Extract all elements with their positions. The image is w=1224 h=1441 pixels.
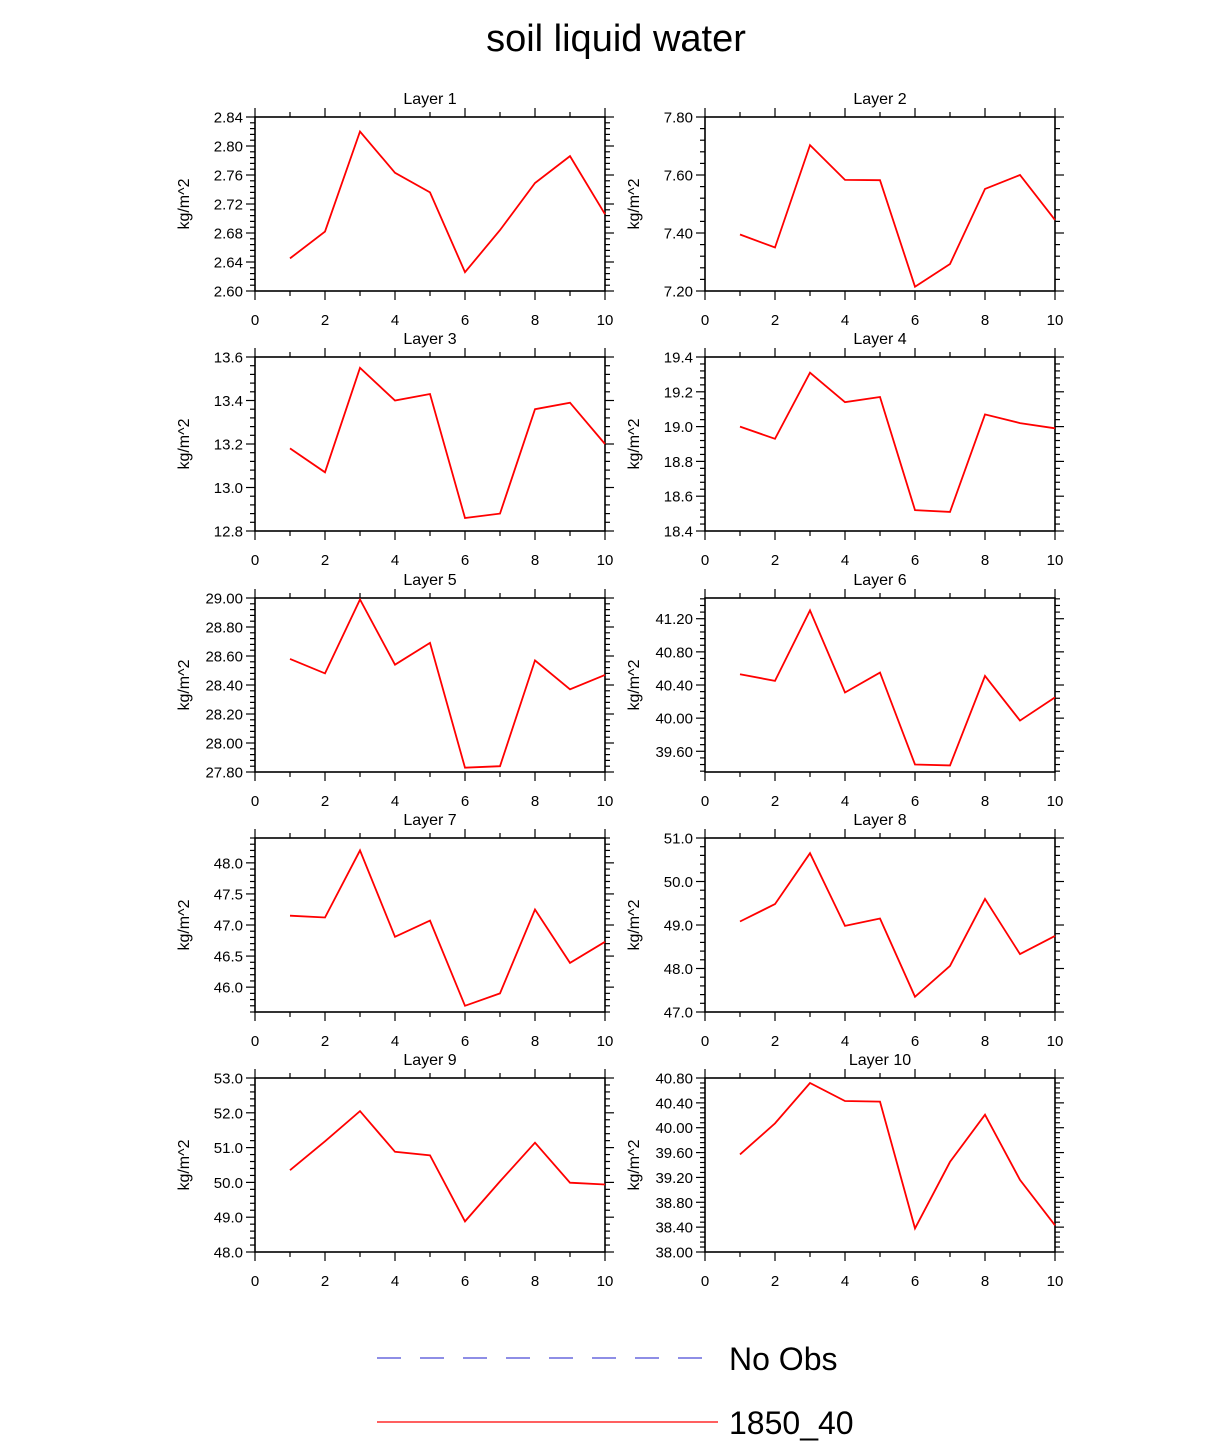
plot-frame	[255, 1078, 605, 1252]
x-tick-label: 4	[840, 1273, 850, 1290]
series-line-1850_40	[740, 853, 1055, 997]
x-tick-label: 4	[390, 312, 400, 329]
x-tick-label: 10	[1046, 1273, 1064, 1290]
x-tick-label: 6	[910, 552, 920, 569]
panel-title: Layer 8	[853, 812, 907, 829]
y-tick-label: 40.40	[655, 677, 693, 695]
panel-title: Layer 9	[403, 1052, 457, 1069]
x-tick-label: 4	[840, 312, 850, 329]
figure-title: soil liquid water	[486, 18, 746, 60]
y-tick-label: 46.5	[213, 948, 243, 966]
plot-frame	[705, 357, 1055, 531]
y-tick-label: 12.8	[213, 523, 243, 541]
x-tick-label: 4	[390, 552, 400, 569]
y-tick-label: 7.40	[663, 225, 693, 243]
y-tick-label: 28.00	[205, 735, 243, 753]
y-tick-label: 28.80	[205, 619, 243, 637]
y-tick-label: 40.80	[655, 644, 693, 662]
y-tick-label: 19.0	[663, 419, 693, 437]
plot-frame	[255, 117, 605, 291]
panel-layer-6	[626, 572, 1064, 810]
series-line-1850_40	[740, 145, 1055, 287]
y-tick-label: 40.00	[655, 710, 693, 728]
x-tick-label: 0	[250, 1273, 260, 1290]
x-tick-label: 4	[840, 552, 850, 569]
x-tick-label: 8	[530, 312, 540, 329]
y-tick-label: 18.8	[663, 453, 693, 471]
y-tick-label: 2.72	[213, 196, 243, 214]
y-tick-label: 47.0	[213, 917, 243, 935]
y-tick-label: 38.80	[655, 1194, 693, 1212]
y-tick-label: 2.84	[213, 109, 243, 127]
x-tick-label: 10	[596, 1033, 614, 1050]
y-axis-label: kg/m^2	[176, 418, 193, 470]
x-tick-label: 10	[1046, 552, 1064, 569]
y-tick-label: 46.0	[213, 979, 243, 997]
plot-frame	[705, 117, 1055, 291]
panel-title: Layer 5	[403, 572, 457, 589]
x-tick-label: 6	[460, 312, 470, 329]
x-tick-label: 6	[910, 793, 920, 810]
y-axis-label: kg/m^2	[626, 899, 643, 951]
x-tick-label: 8	[530, 1273, 540, 1290]
y-tick-label: 13.0	[213, 480, 243, 497]
y-tick-label: 27.80	[205, 764, 243, 782]
x-tick-label: 0	[700, 552, 710, 569]
panel-title: Layer 1	[403, 91, 457, 108]
x-tick-label: 8	[530, 1033, 540, 1050]
y-axis-label: kg/m^2	[626, 659, 643, 711]
x-tick-label: 2	[320, 312, 330, 329]
panel-layer-4	[626, 331, 1064, 569]
y-tick-label: 39.60	[655, 1145, 693, 1163]
x-tick-label: 4	[390, 793, 400, 810]
x-tick-label: 2	[320, 552, 330, 569]
y-axis-label: kg/m^2	[626, 178, 643, 230]
x-tick-label: 4	[390, 1273, 400, 1290]
panel-layer-10	[626, 1052, 1064, 1290]
y-axis-label: kg/m^2	[176, 1139, 193, 1191]
x-tick-label: 10	[596, 552, 614, 569]
y-tick-label: 41.20	[655, 611, 693, 629]
y-tick-label: 38.00	[655, 1244, 693, 1262]
y-tick-label: 2.60	[213, 283, 243, 301]
y-tick-label: 2.68	[213, 225, 243, 243]
x-tick-label: 4	[390, 1033, 400, 1050]
y-tick-label: 40.00	[655, 1120, 693, 1138]
x-tick-label: 2	[770, 793, 780, 810]
y-tick-label: 48.0	[213, 1244, 243, 1262]
x-tick-label: 8	[980, 1033, 990, 1050]
x-tick-label: 10	[1046, 1033, 1064, 1050]
x-tick-label: 10	[1046, 312, 1064, 329]
y-tick-label: 28.20	[205, 706, 243, 724]
x-tick-label: 6	[460, 1273, 470, 1290]
x-tick-label: 2	[770, 1033, 780, 1050]
y-tick-label: 39.20	[655, 1169, 693, 1187]
y-tick-label: 47.5	[213, 886, 243, 904]
panel-title: Layer 4	[853, 331, 907, 348]
x-tick-label: 0	[700, 793, 710, 810]
y-tick-label: 49.0	[663, 917, 693, 935]
x-tick-label: 4	[840, 1033, 850, 1050]
panel-title: Layer 10	[848, 1052, 912, 1069]
x-tick-label: 8	[980, 552, 990, 569]
x-tick-label: 2	[320, 793, 330, 810]
x-tick-label: 8	[530, 793, 540, 810]
x-tick-label: 6	[910, 312, 920, 329]
y-tick-label: 49.0	[213, 1209, 243, 1227]
plot-frame	[255, 838, 605, 1012]
y-tick-label: 51.0	[213, 1140, 243, 1158]
y-tick-label: 40.80	[655, 1070, 693, 1088]
series-line-1850_40	[290, 600, 605, 768]
x-tick-label: 8	[530, 552, 540, 569]
x-tick-label: 10	[1046, 793, 1064, 810]
series-line-1850_40	[290, 368, 605, 518]
panel-title: Layer 2	[853, 91, 907, 108]
x-tick-label: 4	[840, 793, 850, 810]
y-axis-label: kg/m^2	[626, 1139, 643, 1191]
series-line-1850_40	[740, 373, 1055, 512]
panel-layer-5	[176, 572, 614, 810]
y-tick-label: 13.6	[213, 349, 243, 367]
panel-layer-9	[176, 1052, 614, 1290]
x-tick-label: 6	[910, 1033, 920, 1050]
series-line-1850_40	[290, 132, 605, 273]
y-tick-label: 28.60	[205, 648, 243, 666]
series-line-1850_40	[740, 1083, 1055, 1228]
legend-label-1: No Obs	[729, 1341, 838, 1377]
y-tick-label: 2.80	[213, 138, 243, 156]
y-tick-label: 50.0	[213, 1174, 243, 1192]
y-tick-label: 7.60	[663, 167, 693, 185]
y-tick-label: 2.64	[213, 254, 243, 272]
panel-layer-3	[176, 331, 614, 569]
x-tick-label: 0	[250, 1033, 260, 1050]
series-line-1850_40	[290, 1111, 605, 1221]
y-tick-label: 18.6	[663, 488, 693, 506]
plot-frame	[705, 598, 1055, 772]
panel-layer-8	[626, 812, 1064, 1050]
panel-title: Layer 3	[403, 331, 457, 348]
y-tick-label: 7.20	[663, 283, 693, 301]
legend	[377, 1341, 854, 1441]
series-line-1850_40	[740, 610, 1055, 765]
y-tick-label: 28.40	[205, 677, 243, 695]
y-axis-label: kg/m^2	[176, 178, 193, 230]
x-tick-label: 10	[596, 793, 614, 810]
x-tick-label: 8	[980, 312, 990, 329]
y-tick-label: 39.60	[655, 743, 693, 761]
y-tick-label: 48.0	[213, 855, 243, 873]
y-axis-label: kg/m^2	[176, 899, 193, 951]
plot-frame	[255, 357, 605, 531]
x-tick-label: 2	[770, 552, 780, 569]
y-tick-label: 7.80	[663, 109, 693, 127]
x-tick-label: 10	[596, 1273, 614, 1290]
y-axis-label: kg/m^2	[626, 418, 643, 470]
y-tick-label: 2.76	[213, 167, 243, 185]
x-tick-label: 2	[770, 312, 780, 329]
y-tick-label: 47.0	[663, 1004, 693, 1022]
x-tick-label: 0	[700, 1033, 710, 1050]
panel-layer-1	[176, 91, 614, 329]
panel-title: Layer 6	[853, 572, 907, 589]
x-tick-label: 0	[250, 312, 260, 329]
x-tick-label: 2	[770, 1273, 780, 1290]
y-tick-label: 19.2	[663, 384, 693, 402]
y-tick-label: 40.40	[655, 1095, 693, 1113]
panel-layer-7	[176, 812, 614, 1050]
y-tick-label: 29.00	[205, 590, 243, 608]
x-tick-label: 0	[700, 312, 710, 329]
y-tick-label: 19.4	[663, 349, 693, 367]
x-tick-label: 2	[320, 1033, 330, 1050]
x-tick-label: 2	[320, 1273, 330, 1290]
y-tick-label: 50.0	[663, 874, 693, 891]
x-tick-label: 10	[596, 312, 614, 329]
x-tick-label: 0	[250, 793, 260, 810]
panel-title: Layer 7	[403, 812, 457, 829]
x-tick-label: 6	[910, 1273, 920, 1290]
x-tick-label: 0	[250, 552, 260, 569]
x-tick-label: 8	[980, 1273, 990, 1290]
y-axis-label: kg/m^2	[176, 659, 193, 711]
x-tick-label: 8	[980, 793, 990, 810]
y-tick-label: 51.0	[663, 830, 693, 848]
plot-frame	[255, 598, 605, 772]
y-tick-label: 38.40	[655, 1219, 693, 1237]
y-tick-label: 18.4	[663, 523, 693, 541]
x-tick-label: 0	[700, 1273, 710, 1290]
y-tick-label: 48.0	[663, 961, 693, 978]
y-tick-label: 13.2	[213, 436, 243, 454]
legend-label-2: 1850_40	[729, 1405, 854, 1441]
y-tick-label: 52.0	[213, 1105, 243, 1123]
y-tick-label: 53.0	[213, 1070, 243, 1088]
panel-layer-2	[626, 91, 1064, 329]
x-tick-label: 6	[460, 1033, 470, 1050]
x-tick-label: 6	[460, 793, 470, 810]
series-line-1850_40	[290, 850, 605, 1005]
y-tick-label: 13.4	[213, 393, 243, 410]
x-tick-label: 6	[460, 552, 470, 569]
